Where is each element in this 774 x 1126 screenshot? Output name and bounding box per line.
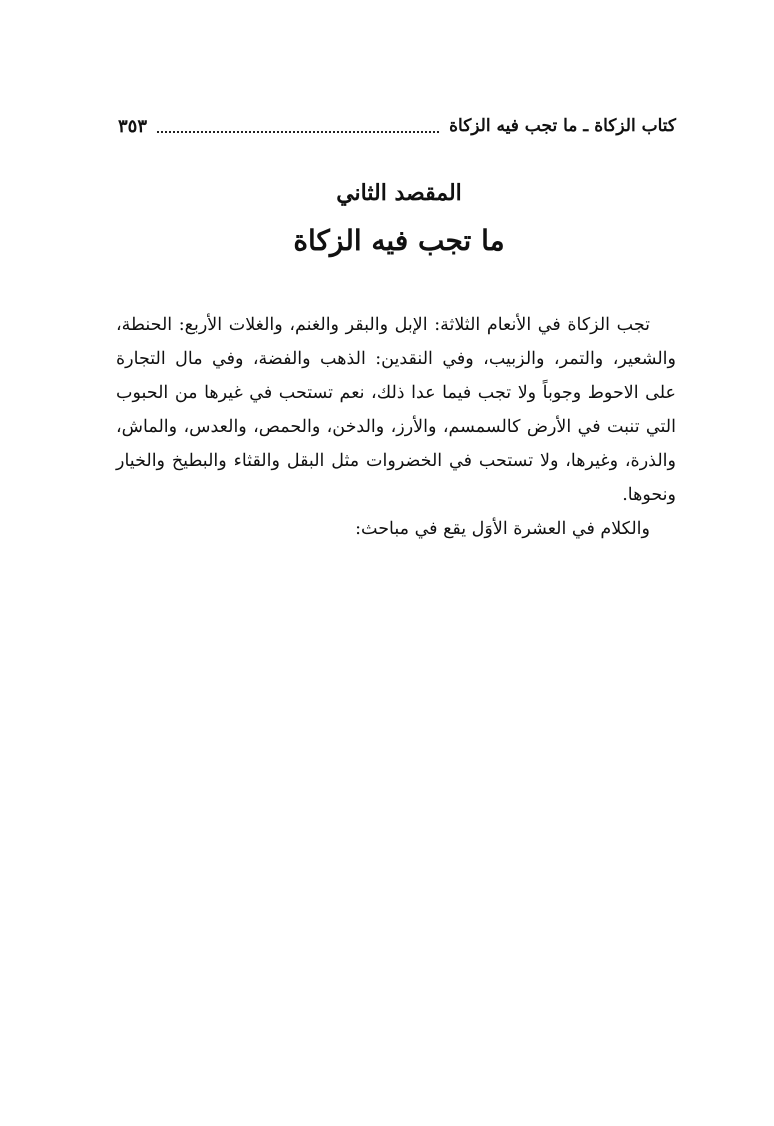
section-title: ما تجب فيه الزكاة [293,224,505,257]
section-label: المقصد الثاني [336,180,462,206]
running-header [118,112,676,140]
running-header-title: كتاب الزكاة ـ ما تجب فيه الزكاة [449,116,676,136]
header-dot-leader [157,119,439,133]
paragraph-2: والكلام في العشرة الأوَل يقع في مباحث: [355,519,650,539]
page-number: ٣٥٣ [118,115,148,137]
paragraph-1: تجب الزكاة في الأنعام الثلاثة: الإبل والبقر والغنم، والغلات الأربع: الحنطة، والشعير، والتمر، والزبيب، وفي النقدين: الذهب والفضة، وفي مال التجارة على الاحوط وجوباً ولا تجب فيما عدا ذلك، نعم تستحب في غيرها من الحبوب التي تنبت في الأرض كالسمسم، والأرز، والدخن، والحمص، والعدس، والماش، والذرة، وغيرها، ولا تستحب في الخضروات مثل البقل والقثاء والبطيخ والخيار ونحوها. [116,315,676,505]
body-text [116,308,676,546]
